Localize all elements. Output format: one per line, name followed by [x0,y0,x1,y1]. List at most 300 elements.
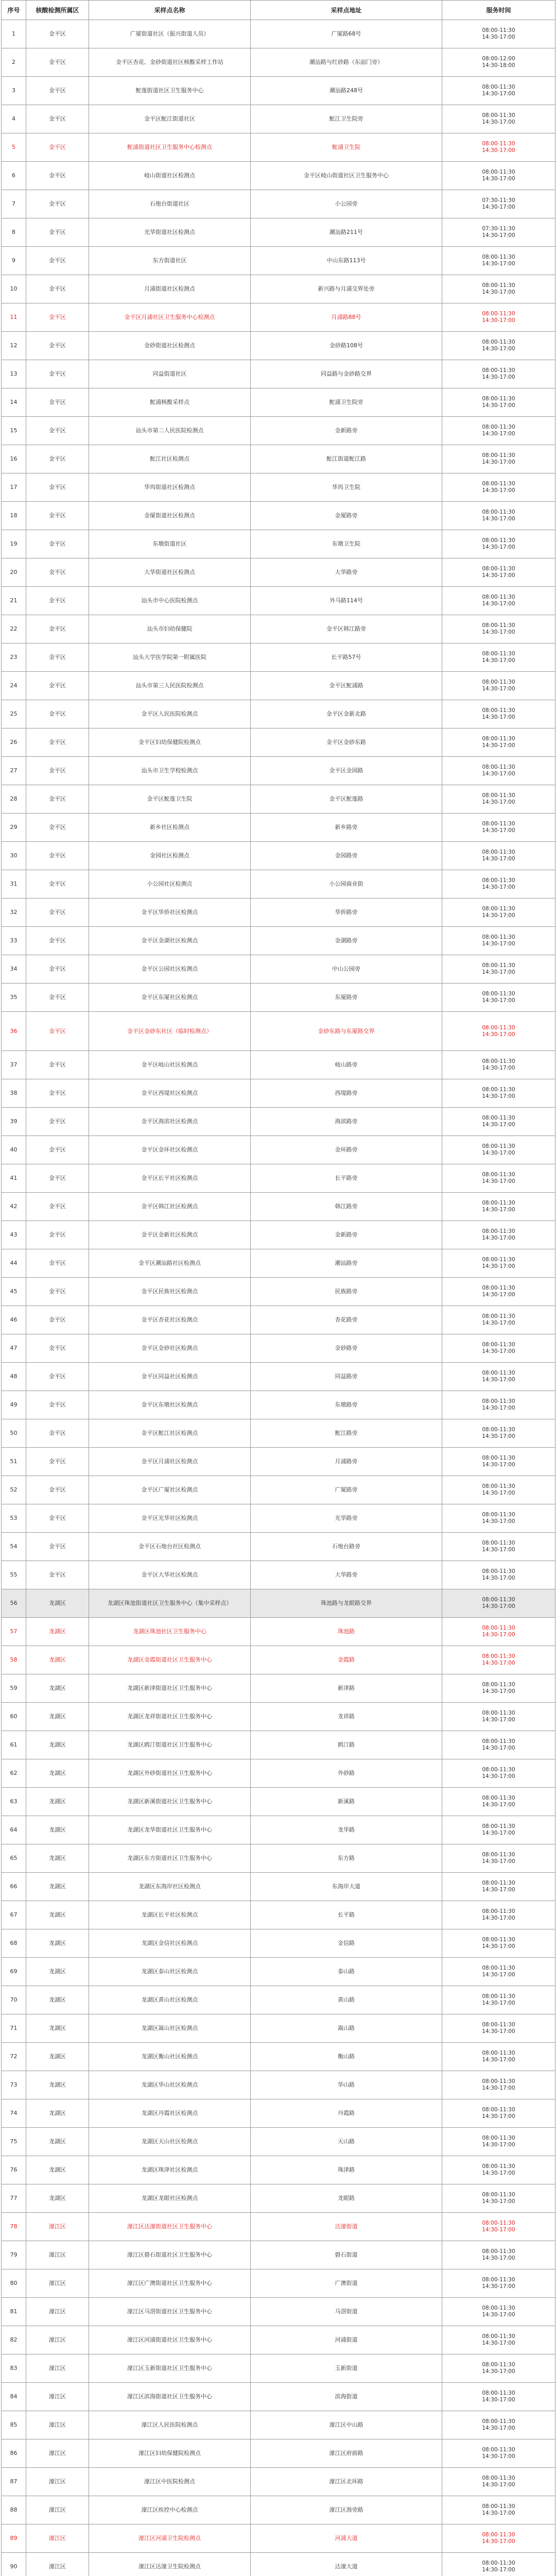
cell-site-address: 金砂路旁 [251,1334,442,1363]
cell-no: 23 [2,643,26,672]
cell-service-time [442,2553,555,2576]
cell-site-name: 濠江区达濠街道社区卫生服务中心 [89,2213,251,2241]
service-time-slot: 08:00-11:30 [482,934,515,940]
cell-site-name: 鮀江社区检测点 [89,445,251,473]
cell-district: 金平区 [26,814,89,842]
cell-service-time [442,332,555,360]
cell-site-name: 鮀浦核酸采样点 [89,388,251,417]
table-row [2,1391,555,1419]
cell-no: 30 [2,842,26,870]
service-time-slot: 08:00-11:30 [482,991,515,997]
service-time-slot: 14:30-17:00 [482,317,515,324]
cell-site-address: 金厦路旁 [251,502,442,530]
table-row [2,1278,555,1306]
cell-no: 60 [2,1703,26,1731]
cell-site-name: 龙湖区珠池街道社区卫生服务中心（集中采样点） [89,1589,251,1618]
cell-site-name: 濠江区人民医院检测点 [89,2411,251,2439]
table-row [2,757,555,785]
cell-service-time [442,502,555,530]
table-row [2,700,555,728]
cell-district: 金平区 [26,728,89,757]
cell-site-address: 金新路旁 [251,417,442,445]
cell-site-address: 鸥汀路 [251,1731,442,1759]
service-time-slot: 14:30-17:00 [482,1887,515,1893]
service-time-slot: 08:00-11:30 [482,509,515,515]
cell-no: 61 [2,1731,26,1759]
service-time-slot: 14:30-17:00 [482,1717,515,1723]
cell-site-name: 龙湖区金信社区检测点 [89,1929,251,1958]
service-time-slot: 14:30-17:00 [482,714,515,720]
cell-site-name: 金平区金新社区检测点 [89,1221,251,1249]
cell-district: 龙湖区 [26,2043,89,2071]
cell-district: 金平区 [26,48,89,77]
cell-district: 濠江区 [26,2383,89,2411]
cell-service-time [442,1759,555,1788]
cell-district: 金平区 [26,1221,89,1249]
cell-district: 金平区 [26,20,89,48]
cell-site-name: 光华街道社区检测点 [89,218,251,247]
service-time-slot: 14:30-17:00 [482,742,515,749]
service-time-slot: 08:00-11:30 [482,1058,515,1064]
cell-site-name: 新乡社区检测点 [89,814,251,842]
cell-district: 金平区 [26,1193,89,1221]
service-time-slot: 08:00-12:00 [482,56,515,62]
cell-site-address: 光华路旁 [251,1504,442,1533]
cell-site-address: 龙祥路 [251,1703,442,1731]
table-row [2,2014,555,2043]
cell-service-time [442,2326,555,2354]
cell-site-address: 鮀江街道鮀江路 [251,445,442,473]
cell-site-name: 龙湖区金霞街道社区卫生服务中心 [89,1646,251,1674]
cell-district: 濠江区 [26,2439,89,2468]
cell-district: 濠江区 [26,2524,89,2553]
cell-site-name: 龙湖区鸥汀街道社区卫生服务中心 [89,1731,251,1759]
table-row [2,1334,555,1363]
service-time-slot: 14:30-17:00 [482,2227,515,2233]
cell-site-name: 鮀浦街道社区卫生服务中心检测点 [89,133,251,162]
cell-no: 42 [2,1193,26,1221]
cell-service-time [442,814,555,842]
cell-no: 15 [2,417,26,445]
cell-site-name: 金平区妇幼保健院检测点 [89,728,251,757]
cell-site-address: 韩江路旁 [251,1193,442,1221]
service-time-slot: 14:30-17:00 [482,686,515,692]
cell-site-address: 龙华路 [251,1816,442,1844]
cell-district: 金平区 [26,530,89,558]
cell-site-name: 金平区广厦社区检测点 [89,1476,251,1504]
cell-service-time [442,1533,555,1561]
cell-service-time [442,1986,555,2014]
cell-site-name: 濠江区礐石街道社区卫生服务中心 [89,2241,251,2269]
cell-no: 2 [2,48,26,77]
cell-service-time [442,360,555,388]
cell-service-time [442,1844,555,1873]
cell-no: 50 [2,1419,26,1448]
service-time-slot: 08:00-11:30 [482,1512,515,1518]
service-time-slot: 14:30-17:00 [482,1178,515,1184]
cell-site-name: 濠江区妇幼保健院检测点 [89,2439,251,2468]
service-time-slot: 08:00-11:30 [482,1823,515,1829]
cell-site-name: 濠江区广澳街道社区卫生服务中心 [89,2269,251,2298]
cell-site-name: 金平区华侨社区检测点 [89,899,251,927]
cell-no: 90 [2,2553,26,2576]
service-time-slot: 14:30-17:00 [482,402,515,409]
table-row [2,218,555,247]
cell-district: 龙湖区 [26,1958,89,1986]
service-time-slot: 14:30-17:00 [482,1773,515,1780]
service-time-slot: 08:00-11:30 [482,2418,515,2425]
service-time-slot: 08:00-11:30 [482,1908,515,1914]
service-time-slot: 08:00-11:30 [482,792,515,799]
table-row [2,1249,555,1278]
cell-district: 金平区 [26,757,89,785]
cell-site-address: 石炮台路旁 [251,1533,442,1561]
cell-service-time [442,77,555,105]
cell-site-name: 石炮台街道社区 [89,190,251,218]
service-time-slot: 08:00-11:30 [482,27,515,33]
service-time-slot: 08:00-11:30 [482,1483,515,1489]
service-time-slot: 14:30-17:00 [482,1575,515,1581]
cell-site-address: 广厦路68号 [251,20,442,48]
cell-site-address: 玉新街道 [251,2354,442,2383]
service-time-slot: 08:00-11:30 [482,707,515,714]
cell-site-name: 金平区石炮台社区检测点 [89,1533,251,1561]
service-time-slot: 14:30-17:00 [482,2085,515,2091]
service-time-slot: 14:30-17:00 [482,2312,515,2318]
cell-site-address: 金平区金新北路 [251,700,442,728]
cell-site-name: 龙湖区珠池社区卫生服务中心 [89,1618,251,1646]
cell-no: 11 [2,303,26,332]
service-time-slot: 14:30-17:00 [482,941,515,947]
cell-district: 金平区 [26,1391,89,1419]
cell-district: 金平区 [26,1504,89,1533]
cell-district: 龙湖区 [26,2128,89,2156]
cell-site-name: 金砂街道社区检测点 [89,332,251,360]
service-time-slot: 08:00-11:30 [482,339,515,345]
cell-service-time [442,1136,555,1164]
service-time-slot: 14:30-17:00 [482,516,515,522]
service-time-slot: 14:30-17:00 [482,119,515,125]
cell-site-name: 金平区月浦社区检测点 [89,1448,251,1476]
header-service-time: 服务时间 [442,1,555,20]
cell-service-time [442,1958,555,1986]
cell-site-address: 民族路旁 [251,1278,442,1306]
cell-service-time [442,643,555,672]
cell-service-time [442,2524,555,2553]
service-time-slot: 14:30-17:00 [482,2482,515,2488]
service-time-slot: 14:30-17:00 [482,2057,515,2063]
cell-site-name: 金平区鮀江社区检测点 [89,1419,251,1448]
service-time-slot: 08:00-11:30 [482,2277,515,2283]
cell-site-name: 金平区杏花社区检测点 [89,1306,251,1334]
service-time-slot: 08:00-11:30 [482,877,515,884]
cell-district: 龙湖区 [26,1929,89,1958]
table-row [2,1079,555,1108]
cell-site-name: 龙湖区东海岸社区检测点 [89,1873,251,1901]
cell-service-time [442,1901,555,1929]
service-time-slot: 08:00-11:30 [482,962,515,969]
cell-district: 金平区 [26,1363,89,1391]
service-time-slot: 14:30-17:00 [482,1547,515,1553]
service-time-slot: 14:30-17:00 [482,1065,515,1071]
service-time-slot: 08:00-11:30 [482,367,515,374]
service-time-slot: 08:00-11:30 [482,1965,515,1971]
cell-district: 金平区 [26,672,89,700]
cell-service-time [442,1363,555,1391]
cell-site-name: 濠江区疾控中心检测点 [89,2496,251,2524]
service-time-slot: 08:00-11:30 [482,1200,515,1206]
cell-site-name: 金平区鮀莲卫生院 [89,785,251,814]
service-time-slot: 08:00-11:30 [482,2447,515,2453]
cell-service-time [442,1051,555,1079]
cell-site-name: 金平区人民医院检测点 [89,700,251,728]
cell-no: 69 [2,1958,26,1986]
table-row [2,162,555,190]
cell-site-address: 珠津路 [251,2156,442,2184]
table-row [2,587,555,615]
cell-no: 21 [2,587,26,615]
service-time-slot: 14:30-17:00 [482,176,515,182]
cell-site-name: 濠江区河浦卫生院检测点 [89,2524,251,2553]
service-time-slot: 14:30-17:00 [482,1603,515,1609]
service-time-slot: 14:30-17:00 [482,2453,515,2460]
cell-service-time [442,2156,555,2184]
service-time-slot: 08:00-11:30 [482,2333,515,2340]
cell-service-time [442,927,555,955]
cell-site-address: 黄山路 [251,1986,442,2014]
service-time-slot: 14:30-17:00 [482,2255,515,2261]
service-time-slot: 14:30-17:00 [482,1263,515,1269]
service-time-slot: 14:30-17:00 [482,1292,515,1298]
cell-no: 18 [2,502,26,530]
cell-no: 8 [2,218,26,247]
cell-service-time [442,303,555,332]
service-time-slot: 14:30-18:00 [482,62,515,69]
service-time-slot: 08:00-11:30 [482,2248,515,2255]
cell-site-address: 大华路旁 [251,558,442,587]
service-time-slot: 14:30-17:00 [482,1207,515,1213]
cell-site-address: 华坞卫生院 [251,473,442,502]
table-row [2,2298,555,2326]
table-row [2,842,555,870]
service-time-slot: 08:00-11:30 [482,1024,515,1031]
cell-site-name: 濠江区达濠卫生院检测点 [89,2553,251,2576]
cell-service-time [442,1646,555,1674]
cell-site-name: 龙湖区华山社区检测点 [89,2071,251,2099]
cell-site-address: 马滘街道 [251,2298,442,2326]
service-time-slot: 08:00-11:30 [482,311,515,317]
cell-site-address: 同益路旁 [251,1363,442,1391]
table-row [2,1788,555,1816]
cell-site-name: 金平区同益社区检测点 [89,1363,251,1391]
cell-district: 金平区 [26,1476,89,1504]
service-time-slot: 08:00-11:30 [482,1087,515,1093]
service-time-slot: 08:00-11:30 [482,1228,515,1234]
service-time-slot: 08:00-11:30 [482,1568,515,1574]
table-row [2,332,555,360]
service-time-slot: 14:30-17:00 [482,2538,515,2545]
cell-site-address: 濠江区中山路 [251,2411,442,2439]
cell-site-name: 金平区金砂社区检测点 [89,1334,251,1363]
cell-site-name: 金平区鮀江街道社区 [89,105,251,133]
cell-site-address: 东厦路旁 [251,984,442,1012]
cell-site-address: 鮀江卫生院旁 [251,105,442,133]
table-row [2,1844,555,1873]
service-time-slot: 14:30-17:00 [482,1660,515,1666]
cell-site-name: 龙湖区丹霞社区检测点 [89,2099,251,2128]
cell-site-address: 岐山路旁 [251,1051,442,1079]
service-time-slot: 14:30-17:00 [482,2397,515,2403]
cell-no: 70 [2,1986,26,2014]
table-row [2,2354,555,2383]
service-time-slot: 14:30-17:00 [482,799,515,805]
cell-district: 金平区 [26,842,89,870]
cell-service-time [442,2496,555,2524]
service-time-slot: 14:30-17:00 [482,1462,515,1468]
cell-site-address: 潮汕路248号 [251,77,442,105]
table-row [2,1108,555,1136]
cell-district: 龙湖区 [26,1731,89,1759]
table-row [2,2213,555,2241]
cell-district: 金平区 [26,502,89,530]
service-time-slot: 08:00-11:30 [482,1172,515,1178]
table-row [2,1901,555,1929]
cell-service-time [442,2213,555,2241]
cell-service-time [442,870,555,899]
service-time-slot: 14:30-17:00 [482,232,515,239]
cell-district: 金平区 [26,1533,89,1561]
cell-no: 77 [2,2184,26,2213]
service-time-slot: 14:30-17:00 [482,1093,515,1099]
service-time-slot: 14:30-17:00 [482,459,515,465]
service-time-slot: 14:30-17:00 [482,544,515,550]
cell-no: 63 [2,1788,26,1816]
cell-service-time [442,587,555,615]
cell-district: 金平区 [26,1051,89,1079]
service-time-slot: 08:00-11:30 [482,2107,515,2113]
service-time-slot: 08:00-11:30 [482,481,515,487]
service-time-slot: 08:00-11:30 [482,566,515,572]
cell-site-address: 鮀浦卫生院 [251,133,442,162]
cell-no: 6 [2,162,26,190]
cell-site-name: 金平区韩江社区检测点 [89,1193,251,1221]
cell-district: 龙湖区 [26,1788,89,1816]
cell-no: 83 [2,2354,26,2383]
cell-no: 26 [2,728,26,757]
cell-district: 濠江区 [26,2269,89,2298]
cell-service-time [442,672,555,700]
cell-no: 84 [2,2383,26,2411]
cell-no: 71 [2,2014,26,2043]
cell-service-time [442,1221,555,1249]
service-time-slot: 08:00-11:30 [482,2532,515,2538]
cell-district: 金平区 [26,473,89,502]
cell-site-name: 汕头市第二人民医院检测点 [89,417,251,445]
cell-district: 濠江区 [26,2213,89,2241]
cell-district: 龙湖区 [26,1589,89,1618]
cell-no: 68 [2,1929,26,1958]
cell-site-name: 金平区大华社区检测点 [89,1561,251,1589]
cell-no: 47 [2,1334,26,1363]
service-time-slot: 14:30-17:00 [482,1688,515,1694]
cell-site-name: 金平区杏花、金砂街道社区核酸采样工作站 [89,48,251,77]
cell-site-name: 金平区岐山社区检测点 [89,1051,251,1079]
service-time-slot: 08:00-11:30 [482,1937,515,1943]
service-time-slot: 08:00-11:30 [482,1370,515,1376]
cell-district: 金平区 [26,1419,89,1448]
cell-district: 金平区 [26,303,89,332]
table-row [2,2468,555,2496]
cell-district: 金平区 [26,927,89,955]
cell-site-address: 长平路旁 [251,1164,442,1193]
cell-no: 48 [2,1363,26,1391]
cell-district: 金平区 [26,899,89,927]
table-row [2,984,555,1012]
table-row [2,558,555,587]
cell-site-address: 龙眼路 [251,2184,442,2213]
cell-district: 龙湖区 [26,1703,89,1731]
service-time-slot: 14:30-17:00 [482,1405,515,1411]
cell-service-time [442,48,555,77]
cell-site-address: 珠池路 [251,1618,442,1646]
table-row [2,1759,555,1788]
cell-service-time [442,2298,555,2326]
table-row [2,1221,555,1249]
table-row [2,1816,555,1844]
cell-service-time [442,2128,555,2156]
table-body [2,20,555,2576]
service-time-slot: 08:00-11:30 [482,622,515,629]
service-time-slot: 08:00-11:30 [482,452,515,459]
cell-no: 57 [2,1618,26,1646]
cell-district: 金平区 [26,162,89,190]
cell-district: 金平区 [26,445,89,473]
cell-no: 12 [2,332,26,360]
service-time-slot: 08:00-11:30 [482,2390,515,2396]
service-time-slot: 14:30-17:00 [482,1745,515,1751]
cell-no: 25 [2,700,26,728]
cell-service-time [442,2383,555,2411]
cell-district: 金平区 [26,218,89,247]
cell-service-time [442,1504,555,1533]
cell-service-time [442,2468,555,2496]
service-time-slot: 08:00-11:30 [482,1710,515,1716]
table-row [2,1731,555,1759]
service-time-slot: 08:00-11:30 [482,821,515,827]
cell-no: 75 [2,2128,26,2156]
table-row [2,2383,555,2411]
cell-district: 金平区 [26,1448,89,1476]
service-time-slot: 14:30-17:00 [482,1235,515,1241]
cell-site-name: 汕头大学医学院第一附属医院 [89,643,251,672]
cell-site-name: 龙湖区黄山社区检测点 [89,1986,251,2014]
cell-site-name: 金平区潮汕路社区检测点 [89,1249,251,1278]
cell-no: 74 [2,2099,26,2128]
cell-site-name: 龙湖区天山社区检测点 [89,2128,251,2156]
service-time-slot: 14:30-17:00 [482,1943,515,1950]
cell-district: 龙湖区 [26,2156,89,2184]
cell-site-address: 金平区金园路 [251,757,442,785]
service-time-slot: 08:00-11:30 [482,254,515,260]
cell-service-time [442,1731,555,1759]
cell-no: 45 [2,1278,26,1306]
service-time-slot: 08:00-11:30 [482,1455,515,1461]
cell-no: 46 [2,1306,26,1334]
cell-no: 40 [2,1136,26,1164]
cell-district: 濠江区 [26,2553,89,2576]
cell-district: 金平区 [26,984,89,1012]
cell-no: 86 [2,2439,26,2468]
